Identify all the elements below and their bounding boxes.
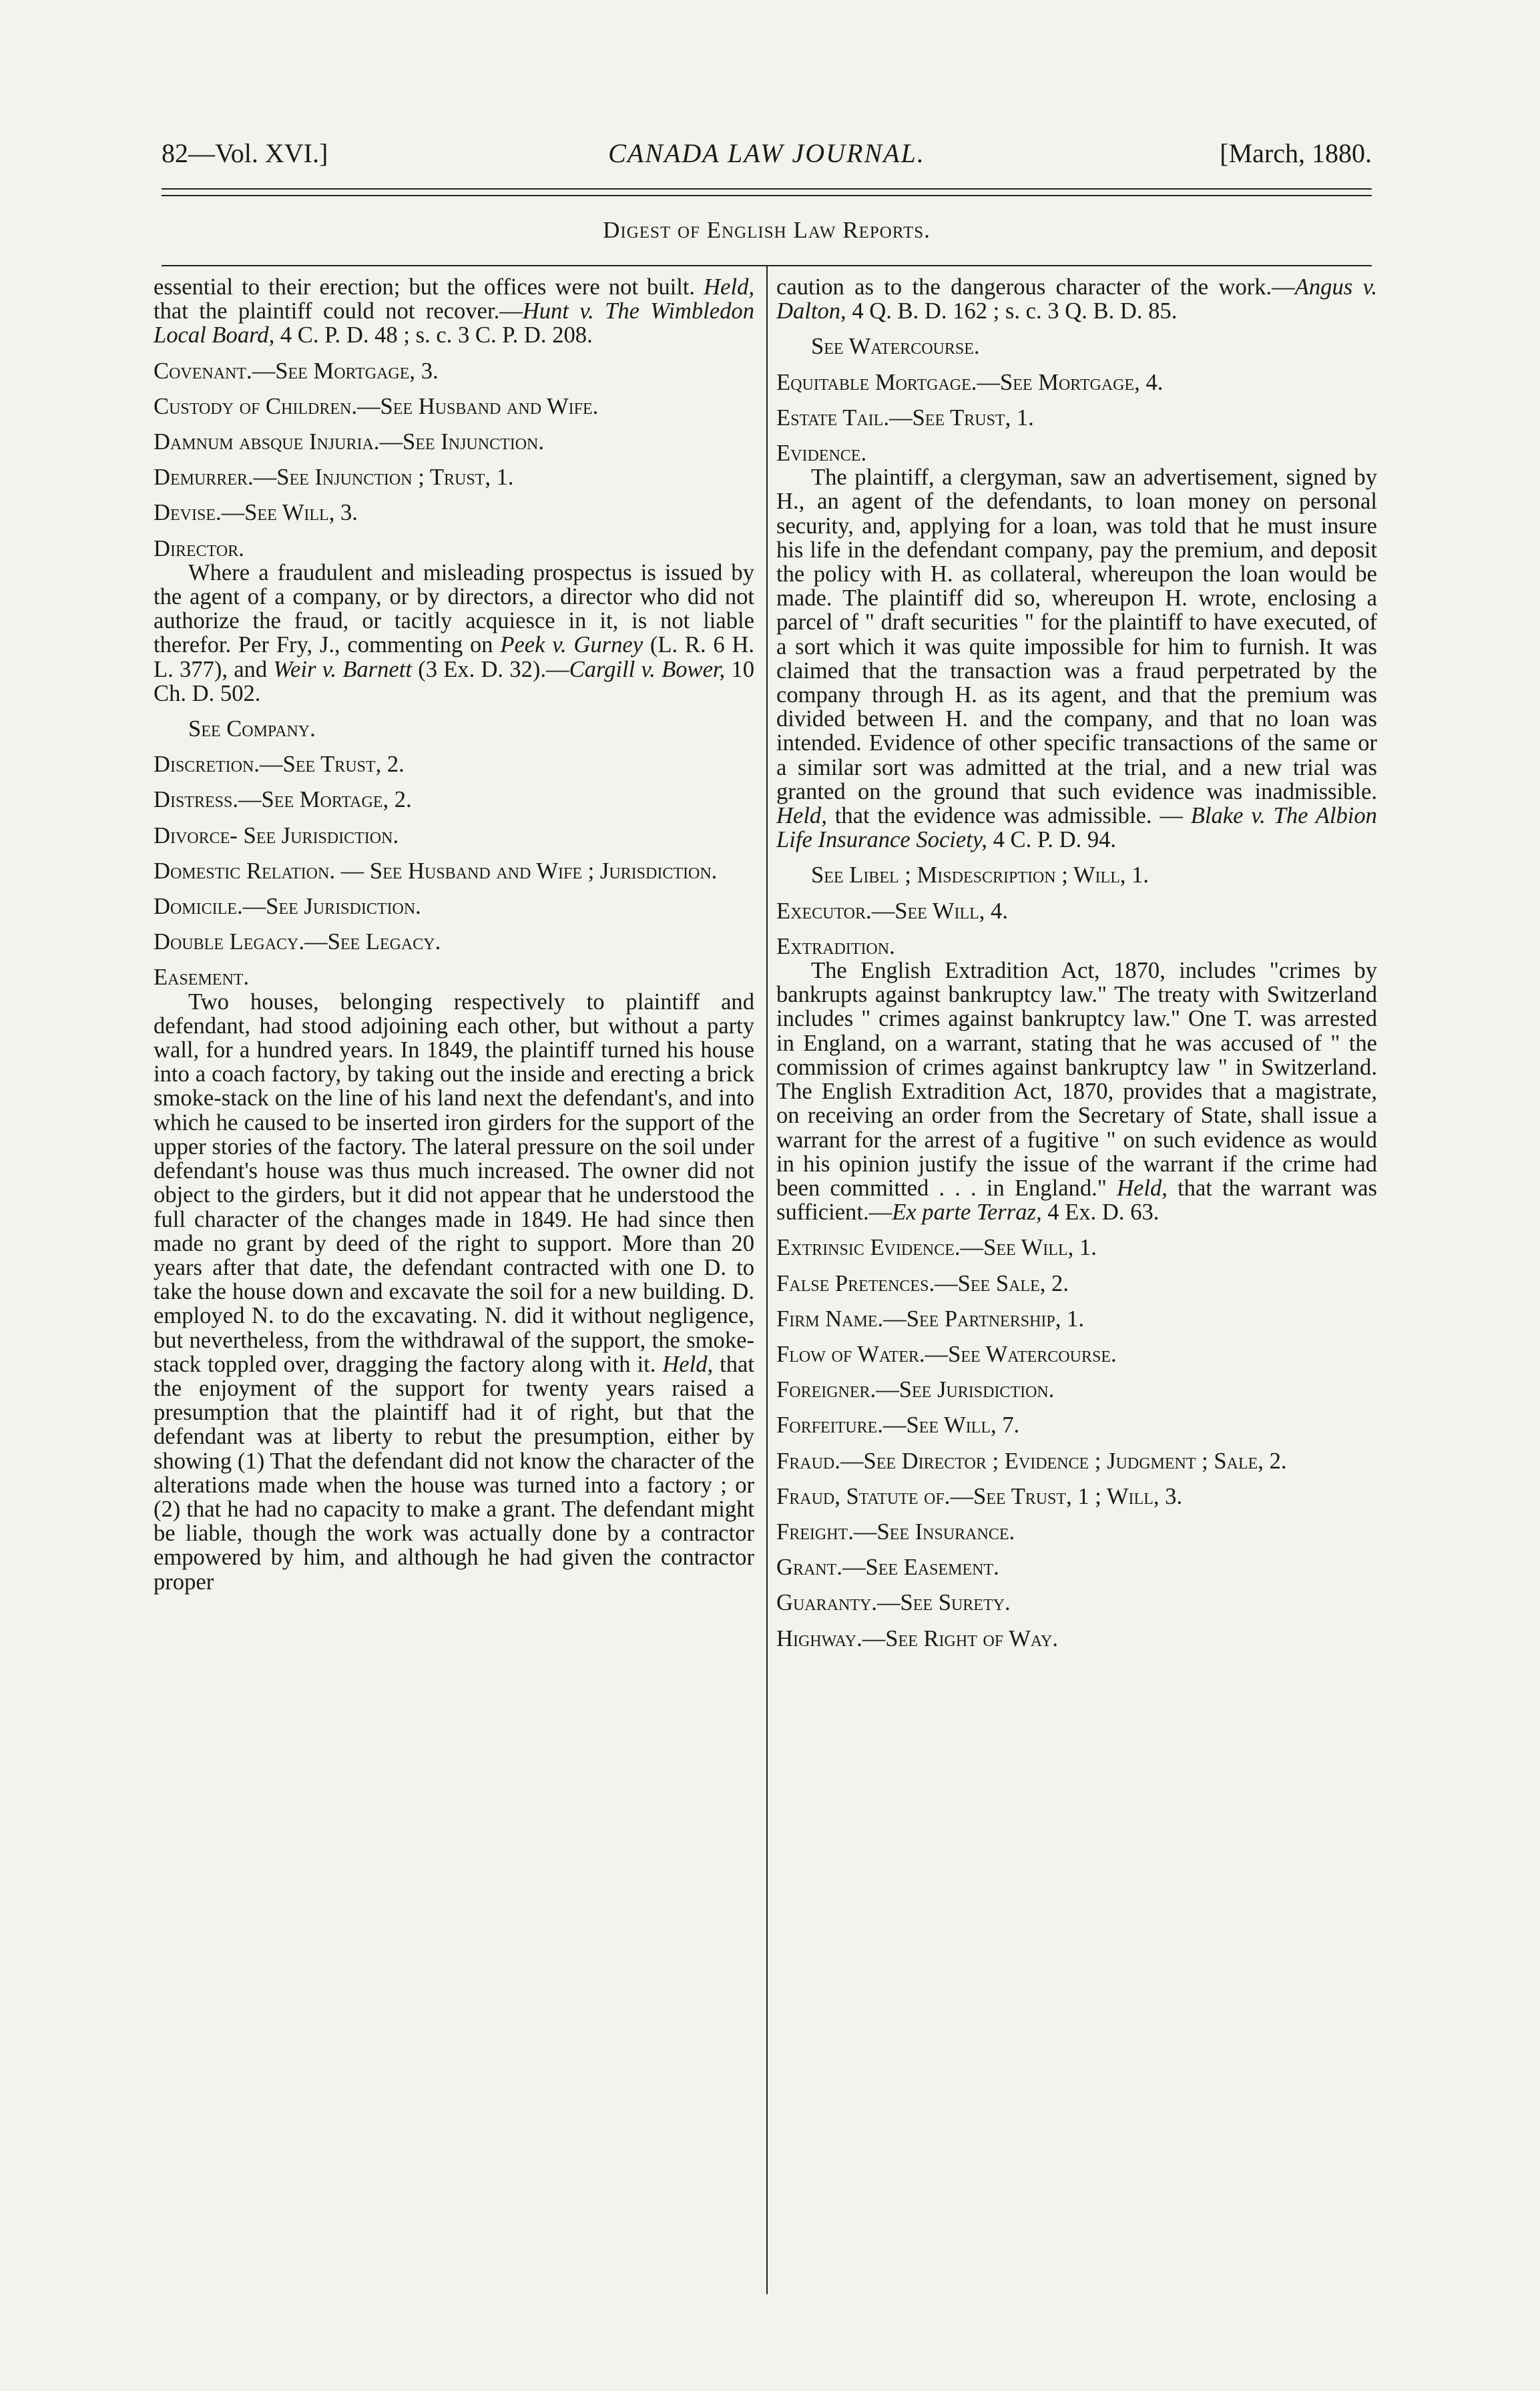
easement-text: Two houses, belonging respectively to plaintiff and defendant, had stood adjoining each other, but without a party wall, for a hundred years. In 1849, the plaintiff turned his house into a coach factory, by taking out the inside and erecting a brick smoke-stack on the line of his land next the defendant's, and into which he caused to be inserted iron girders for the support of the upper stories of the factory. The lateral pressure on the soil under defendant's house was thus much increased. The owner did not object to the girders, but it did not appear that he understood the full character of the changes made in 1849. He had since then made no grant by deed of the right to support. More than 20 years after that date, the defendant contracted with one D. to take the house down and excavate the soil for a new building. D. employed N. to do the excavating. N. did it without negligence, but nevertheless, from the withdrawal of the support, the smoke-stack toppled over, dragging the factory along with it. Held, that the enjoyment of the support for twenty years raised a presumption that the plaintiff had it of right, but that the defendant was at liberty to rebut the presumption, either by showing (1) That the defendant did not know the character of the alterations made when the house was turned into a factory ; or (2) that he had no capacity to make a grant. The defendant might be liable, though the work was actually done by a contractor empowered by him, and although he had given the contractor proper [154, 989, 754, 1595]
entry-executor: Executor.—See Will, 4. [776, 898, 1008, 924]
entry-discretion: Discretion.—See Trust, 2. [154, 752, 405, 778]
entry-guaranty: Guaranty.—See Surety. [776, 1590, 1011, 1616]
entry-covenant: Covenant.—See Mortgage, 3. [154, 358, 439, 384]
entry-foreigner: Foreigner.—See Jurisdiction. [776, 1377, 1055, 1403]
left-column [154, 275, 754, 1594]
evidence-text: The plaintiff, a clergyman, saw an advertisement, signed by H., an agent of the defendants, to loan money on personal security, and, applying for a loan, was told that he must insure his life in the defendant company, pay the premium, and deposit the policy with H. as collateral, whereupon the loan would be made. The plaintiff did so, whereupon H. wrote, enclosing a parcel of " draft securities " for the plaintiff to have executed, of a sort which it was quite impossible for him to furnish. It was claimed that the transaction was a fraud perpetrated by the company through H. as its agent, and that the premium was divided between H. and the company, and that no loan was intended. Evidence of other specific transactions of the same or a similar sort was admitted at the trial, and a new trial was granted on the ground that such evidence was inadmissible. Held, that the evidence was admissible. — Blake v. The Albion Life Insurance Society, 4 C. P. D. 94. [776, 465, 1377, 853]
entry-fraud: Fraud.—See Director ; Evidence ; Judgment ; Sale, 2. [776, 1448, 1287, 1474]
entry-demurrer: Demurrer.—See Injunction ; Trust, 1. [154, 465, 514, 491]
see-watercourse: See Watercourse. [811, 334, 980, 360]
entry-forfeiture: Forfeiture.—See Will, 7. [776, 1412, 1020, 1438]
entry-grant: Grant.—See Easement. [776, 1555, 999, 1581]
entry-divorce: Divorce- See Jurisdiction. [154, 822, 399, 848]
continued-entry-right: caution as to the dangerous character of the work.—Angus v. Dalton, 4 Q. B. D. 162 ; s. c. 3 Q. B. D. 85. [776, 274, 1378, 324]
heading-extradition: Extradition. [776, 933, 895, 959]
entry-equitable-mortgage: Equitable Mortgage.—See Mortgage, 4. [776, 369, 1164, 395]
entry-estate-tail: Estate Tail.—See Trust, 1. [776, 405, 1034, 431]
see-company: See Company. [188, 716, 316, 742]
heading-evidence: Evidence. [776, 441, 867, 467]
entry-highway: Highway.—See Right of Way. [776, 1625, 1058, 1651]
header-rule-top [162, 188, 1372, 190]
entry-fraud-statute: Fraud, Statute of.—See Trust, 1 ; Will, 3. [776, 1483, 1183, 1509]
column-divider [766, 265, 768, 2294]
issue-date: [March, 1880. [1220, 138, 1372, 168]
header-rule-bottom [162, 195, 1372, 196]
director-text: Where a fraudulent and misleading prospectus is issued by the agent of a company, or by directors, a director who did not authorize the fraud, or tacitly acquiesce in it, is not liable therefor. Per Fry, J., commenting on Peek v. Gurney (L. R. 6 H. L. 377), and Weir v. Barnett (3 Ex. D. 32).—Cargill v. Bower, 10 Ch. D. 502. [154, 559, 754, 706]
entry-double-legacy: Double Legacy.—See Legacy. [154, 929, 441, 955]
volume-label: 82—Vol. XVI.] [162, 138, 328, 168]
entry-flow-of-water: Flow of Water.—See Watercourse. [776, 1341, 1117, 1367]
journal-title: CANADA LAW JOURNAL. [608, 138, 925, 168]
entry-freight: Freight.—See Insurance. [776, 1519, 1015, 1545]
heading-director: Director. [154, 535, 244, 561]
entry-distress: Distress.—See Mortage, 2. [154, 787, 412, 813]
section-title: Digest of English Law Reports. [603, 217, 931, 243]
entry-firm-name: Firm Name.—See Partnership, 1. [776, 1306, 1084, 1332]
entry-extrinsic-evidence: Extrinsic Evidence.—See Will, 1. [776, 1235, 1097, 1261]
entry-false-pretences: False Pretences.—See Sale, 2. [776, 1270, 1069, 1296]
entry-domicile: Domicile.—See Jurisdiction. [154, 894, 421, 920]
entry-damnum: Damnum absque Injuria.—See Injunction. [154, 429, 545, 455]
entry-devise: Devise.—See Will, 3. [154, 500, 358, 526]
running-head [162, 138, 1372, 184]
heading-easement: Easement. [154, 965, 250, 991]
entry-domestic: Domestic Relation. — See Husband and Wife ; Jurisdiction. [154, 858, 718, 884]
continued-entry: essential to their erection; but the offices were not built. Held, that the plaintiff could not recover.—Hunt v. The Wimbledon Local Board, 4 C. P. D. 48 ; s. c. 3 C. P. D. 208. [154, 274, 755, 348]
entry-custody: Custody of Children.—See Husband and Wife. [154, 393, 599, 419]
extradition-text: The English Extradition Act, 1870, includes "crimes by bankrupts against bankruptcy law." The treaty with Switzerland includes " crimes against bankruptcy law." One T. was arrested in England, on a warrant, stating that he was accused of " the commission of crimes against bankruptcy law " in Switzerland. The English Extradition Act, 1870, provides that a magistrate, on receiving an order from the Secretary of State, shall issue a warrant for the arrest of a fugitive " on such evidence as would in his opinion justify the issue of the warrant if the crime had been committed . . . in England." Held, that the warrant was sufficient.—Ex parte Terraz, 4 Ex. D. 63. [776, 958, 1377, 1226]
right-column [776, 275, 1377, 1651]
see-libel: See Libel ; Misdescription ; Will, 1. [811, 862, 1149, 888]
